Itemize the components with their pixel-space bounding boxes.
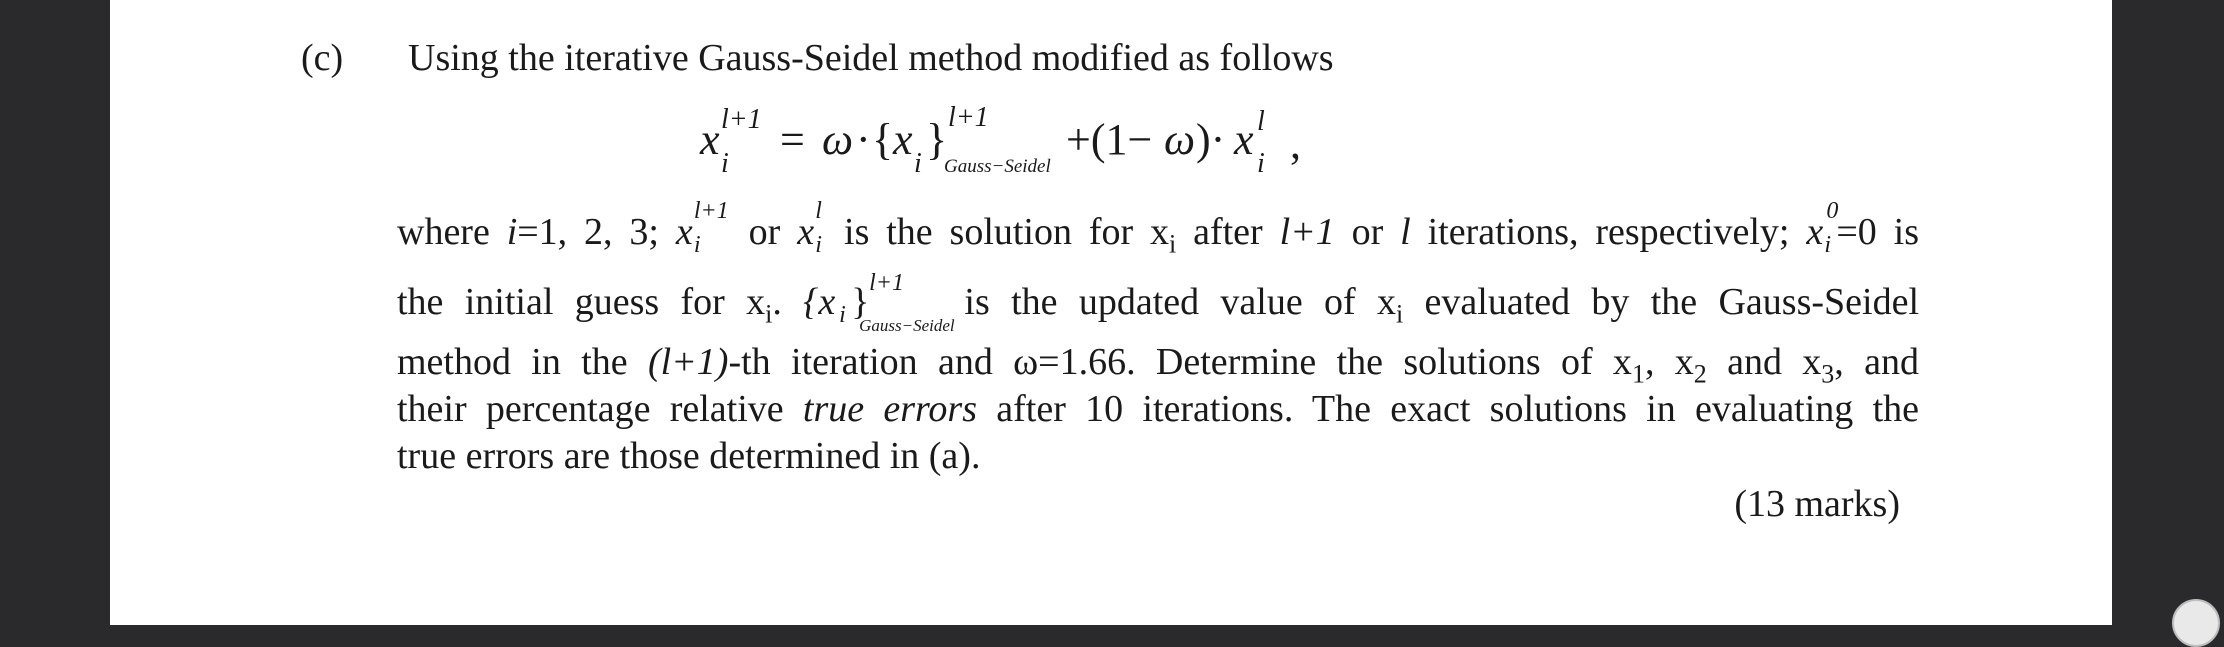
text: or bbox=[1334, 211, 1401, 253]
formula-comma: , bbox=[1290, 119, 1301, 168]
sub: i bbox=[839, 302, 846, 328]
var-x: x bbox=[797, 211, 815, 253]
text: , x bbox=[1644, 341, 1694, 383]
question-intro: Using the iterative Gauss-Seidel method modified as follows bbox=[408, 37, 1334, 79]
brace-var: {x bbox=[803, 281, 836, 323]
text: -th iteration and ω=1.66. Determine the solutions of x bbox=[728, 341, 1632, 383]
formula-plus-part: +(1− bbox=[1066, 115, 1153, 164]
text: =0 is bbox=[1836, 211, 1919, 253]
text: =1, 2, 3; bbox=[517, 211, 676, 253]
text: and x bbox=[1706, 341, 1822, 383]
text: after 10 iterations. The exact solutions in evaluating the bbox=[977, 388, 1919, 430]
left-margin bbox=[0, 0, 110, 625]
text: is the solution for x bbox=[827, 211, 1170, 253]
question-label: (c) bbox=[301, 37, 344, 79]
sub: 1 bbox=[1631, 359, 1645, 389]
gauss-seidel-formula bbox=[700, 102, 1301, 188]
paragraph-line-2 bbox=[397, 270, 1919, 335]
text: their percentage relative bbox=[397, 388, 803, 430]
italic-text: true errors bbox=[802, 388, 978, 430]
var-x: x bbox=[1806, 211, 1824, 253]
formula-brace-label: Gauss−Seidel bbox=[944, 156, 1051, 177]
formula-rhs-var: x bbox=[1234, 115, 1254, 164]
formula-lhs-sub: i bbox=[721, 148, 729, 179]
text: is the updated value of x bbox=[943, 281, 1396, 323]
sub: i bbox=[1824, 232, 1832, 258]
var-x: x bbox=[675, 211, 693, 253]
brace-label: Gauss−Seidel bbox=[859, 316, 955, 335]
formula-rhs-sup: l bbox=[1257, 106, 1265, 137]
text: method in the bbox=[397, 341, 648, 383]
sup: 0 bbox=[1826, 198, 1839, 224]
sub: i bbox=[1396, 299, 1404, 329]
formula-dot: · bbox=[856, 115, 871, 164]
text: iterations, respectively; bbox=[1410, 211, 1807, 253]
marks-label: (13 marks) bbox=[1734, 483, 1900, 525]
formula-brace-var: x bbox=[893, 115, 913, 164]
sub: 3 bbox=[1821, 359, 1835, 389]
text: the initial guess for x bbox=[397, 281, 766, 323]
paragraph-line-3 bbox=[397, 340, 1919, 390]
sup: l bbox=[815, 198, 822, 224]
sub: i bbox=[765, 299, 773, 329]
right-margin bbox=[2112, 0, 2224, 625]
sub: i bbox=[815, 232, 822, 258]
text: where bbox=[397, 211, 507, 253]
formula-brace-close: } bbox=[926, 115, 948, 164]
text: after bbox=[1176, 211, 1280, 253]
sub: i bbox=[693, 232, 701, 258]
formula-brace-sub: i bbox=[914, 148, 922, 179]
formula-brace-open: { bbox=[872, 115, 894, 164]
sub: i bbox=[1169, 229, 1177, 259]
sup: l+1 bbox=[693, 198, 729, 224]
paragraph-line-1 bbox=[397, 198, 1919, 260]
iteration-var: (l+1) bbox=[647, 341, 729, 383]
formula-lhs-sup: l+1 bbox=[721, 104, 762, 135]
var-l: l bbox=[1400, 211, 1411, 253]
text: evaluated by the Gauss-Seidel bbox=[1403, 281, 1919, 323]
var-l1: l+1 bbox=[1279, 211, 1335, 253]
brace-close: } bbox=[851, 281, 870, 323]
text: or bbox=[731, 211, 798, 253]
paragraph-line-5: true errors are those determined in (a). bbox=[397, 435, 981, 477]
paragraph-line-4 bbox=[397, 387, 1919, 431]
sub: 2 bbox=[1693, 359, 1707, 389]
formula-omega: ω bbox=[822, 115, 854, 164]
formula-omega-2: ω bbox=[1164, 115, 1196, 164]
var-i: i bbox=[506, 211, 518, 253]
formula-lhs-var: x bbox=[700, 115, 720, 164]
sup: l+1 bbox=[869, 270, 904, 296]
formula-equals: = bbox=[780, 115, 805, 164]
formula-brace-sup: l+1 bbox=[948, 102, 989, 133]
scroll-button[interactable] bbox=[2172, 599, 2220, 647]
formula-rhs-sub: i bbox=[1257, 148, 1265, 179]
formula-close-part: )· bbox=[1196, 115, 1226, 164]
text: , and bbox=[1834, 341, 1919, 383]
text: . bbox=[772, 281, 804, 323]
